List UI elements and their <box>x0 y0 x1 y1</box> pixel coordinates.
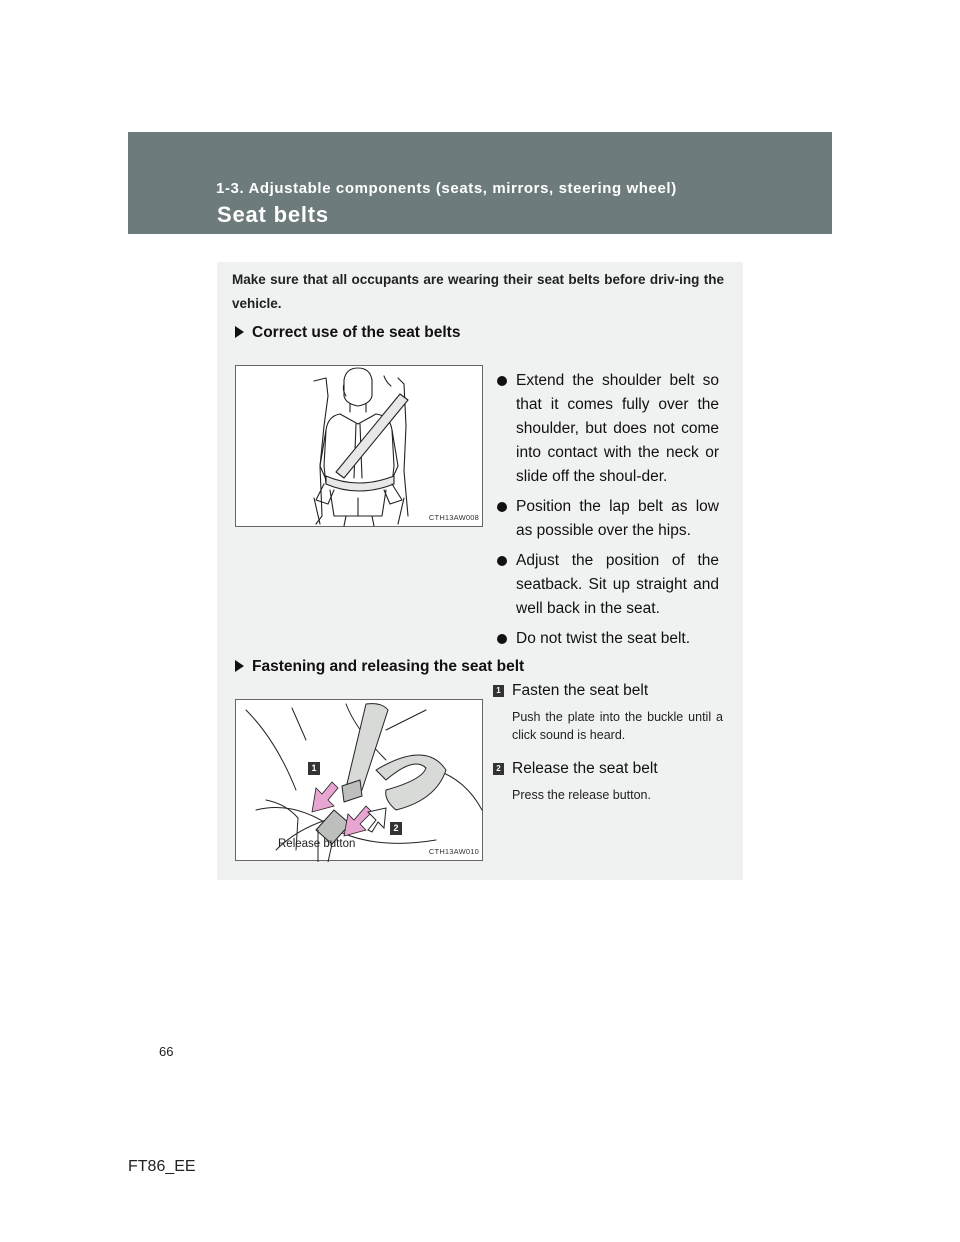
triangle-bullet-icon <box>235 326 244 338</box>
section-title: 1-3. Adjustable components (seats, mirrors, steering wheel) <box>216 180 677 197</box>
step-1-number: 1 <box>493 685 504 697</box>
document-code: FT86_EE <box>128 1158 196 1175</box>
correct-use-bullet-list <box>497 369 719 657</box>
list-item: Position the lap belt as low as possible over the hips. <box>497 495 719 543</box>
correct-use-heading-text: Correct use of the seat belts <box>252 324 461 341</box>
list-item: Adjust the position of the seatback. Sit up straight and well back in the seat. <box>497 549 719 621</box>
page-title: Seat belts <box>217 202 329 227</box>
correct-use-heading <box>235 324 460 342</box>
intro-text: Make sure that all occupants are wearing their seat belts before driv-ing the vehicle. <box>232 272 724 311</box>
fastening-heading <box>235 658 524 676</box>
chapter-header <box>128 132 832 234</box>
seated-occupant-figure <box>235 365 483 527</box>
page-number: 66 <box>159 1044 174 1059</box>
callout-2-badge: 2 <box>390 822 402 835</box>
list-item: Extend the shoulder belt so that it comes fully over the shoulder, but does not come into contact with the neck or slide off the shoul-der. <box>497 369 719 489</box>
figure-id-fastening: CTH13AW010 <box>428 847 479 856</box>
step-2-description: Press the release button. <box>512 788 651 802</box>
buckle-illustration <box>236 700 484 862</box>
list-item: Do not twist the seat belt. <box>497 627 719 651</box>
content-panel <box>217 262 743 880</box>
release-button-label: Release button <box>278 838 356 850</box>
step-1-description: Push the plate into the buckle until a click sound is heard. <box>512 710 723 742</box>
bullet-dot-icon <box>497 502 507 512</box>
step-1-title: 1 Fasten the seat belt <box>493 680 723 702</box>
triangle-bullet-icon <box>235 660 244 672</box>
fastening-heading-text: Fastening and releasing the seat belt <box>252 658 525 675</box>
step-2-number: 2 <box>493 763 504 775</box>
bullet-dot-icon <box>497 634 507 644</box>
fastening-steps <box>493 680 723 804</box>
callout-1-badge: 1 <box>308 762 320 775</box>
bullet-dot-icon <box>497 376 507 386</box>
step-2-title: 2 Release the seat belt <box>493 758 723 780</box>
bullet-dot-icon <box>497 556 507 566</box>
seated-occupant-illustration <box>236 366 484 528</box>
buckle-figure <box>235 699 483 861</box>
figure-id-correct-use: CTH13AW008 <box>428 513 479 522</box>
